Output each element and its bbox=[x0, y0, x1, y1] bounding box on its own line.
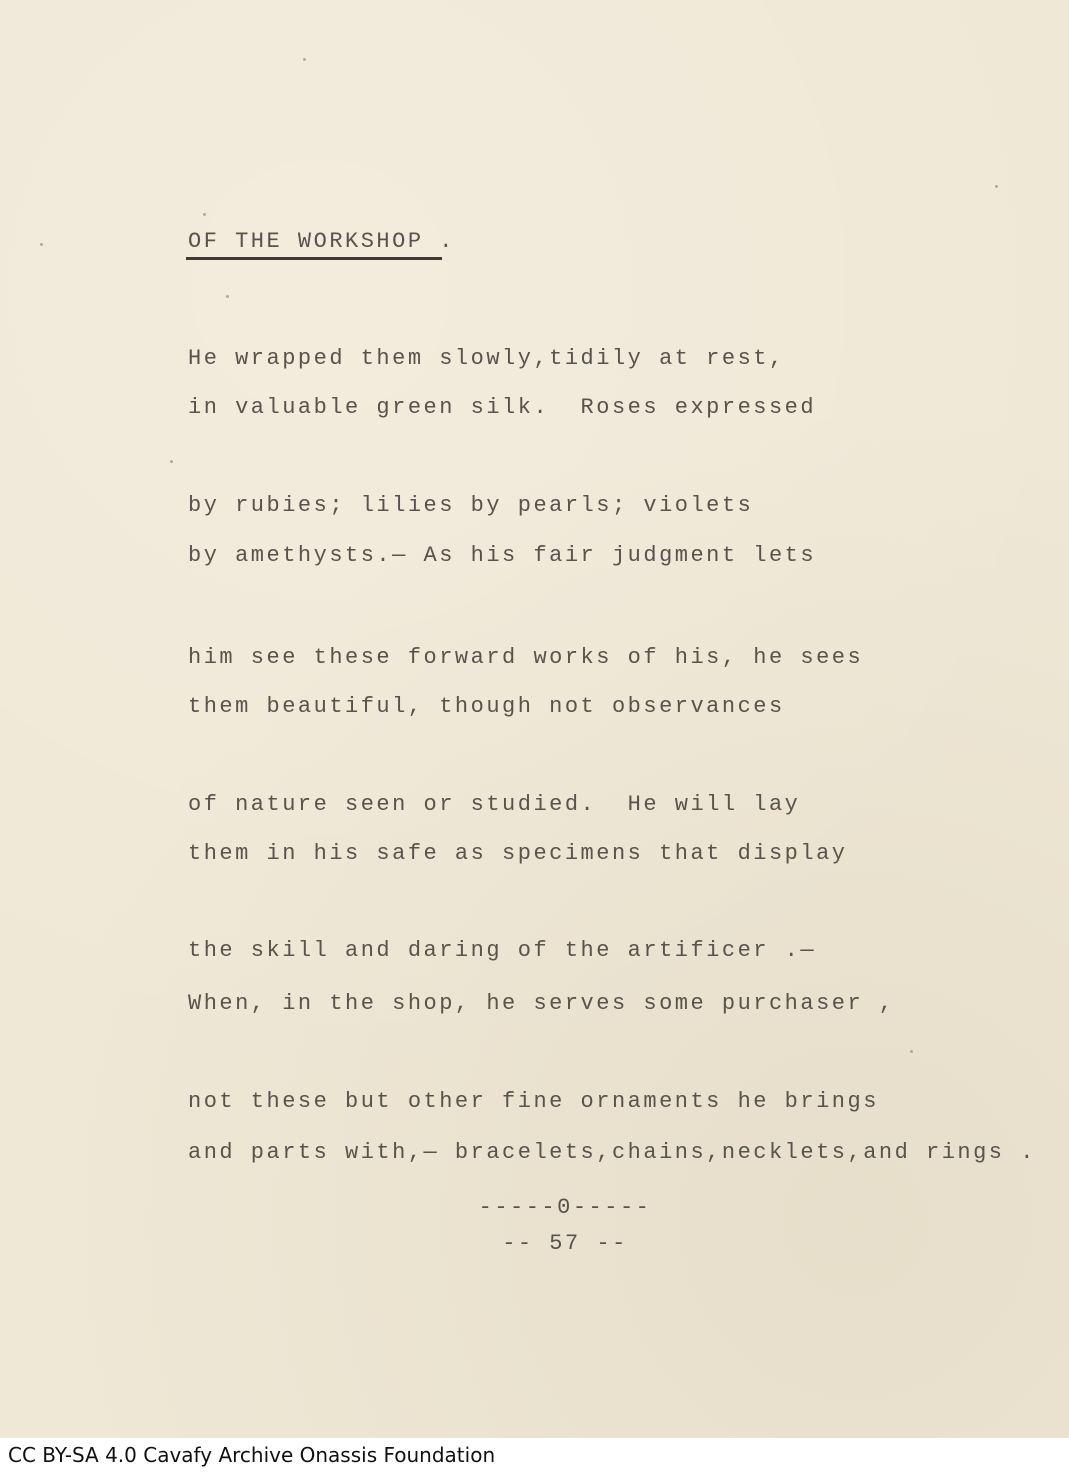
poem-line: by amethysts.— As his fair judgment lets bbox=[188, 543, 817, 568]
poem-line: by rubies; lilies by pearls; violets bbox=[188, 493, 754, 518]
title-underline bbox=[186, 257, 442, 260]
poem-line: in valuable green silk. Roses expressed bbox=[188, 395, 817, 420]
license-credit: CC BY-SA 4.0 Cavafy Archive Onassis Foundation bbox=[8, 1443, 496, 1467]
poem-line: them in his safe as specimens that display bbox=[188, 841, 848, 866]
paper-speck bbox=[226, 295, 229, 298]
poem-line: him see these forward works of his, he sees bbox=[188, 645, 864, 670]
paper-speck bbox=[910, 1050, 913, 1053]
poem-line: not these but other fine ornaments he brings bbox=[188, 1089, 879, 1114]
poem-line: them beautiful, though not observances bbox=[188, 694, 785, 719]
end-ornament: -----0----- bbox=[478, 1195, 652, 1220]
poem-line: When, in the shop, he serves some purchaser , bbox=[188, 991, 895, 1016]
paper-speck bbox=[995, 185, 998, 188]
page-number: -- 57 -- bbox=[502, 1231, 628, 1256]
paper-speck bbox=[170, 460, 173, 463]
poem-line: and parts with,— bracelets,chains,necklets,and rings . bbox=[188, 1140, 1036, 1165]
paper-speck bbox=[303, 58, 306, 61]
poem-line: of nature seen or studied. He will lay bbox=[188, 792, 801, 817]
poem-line: the skill and daring of the artificer .— bbox=[188, 938, 817, 963]
poem-line: He wrapped them slowly,tidily at rest, bbox=[188, 346, 785, 371]
paper-speck bbox=[203, 213, 206, 216]
paper-speck bbox=[40, 243, 43, 246]
poem-title: OF THE WORKSHOP . bbox=[188, 229, 455, 254]
